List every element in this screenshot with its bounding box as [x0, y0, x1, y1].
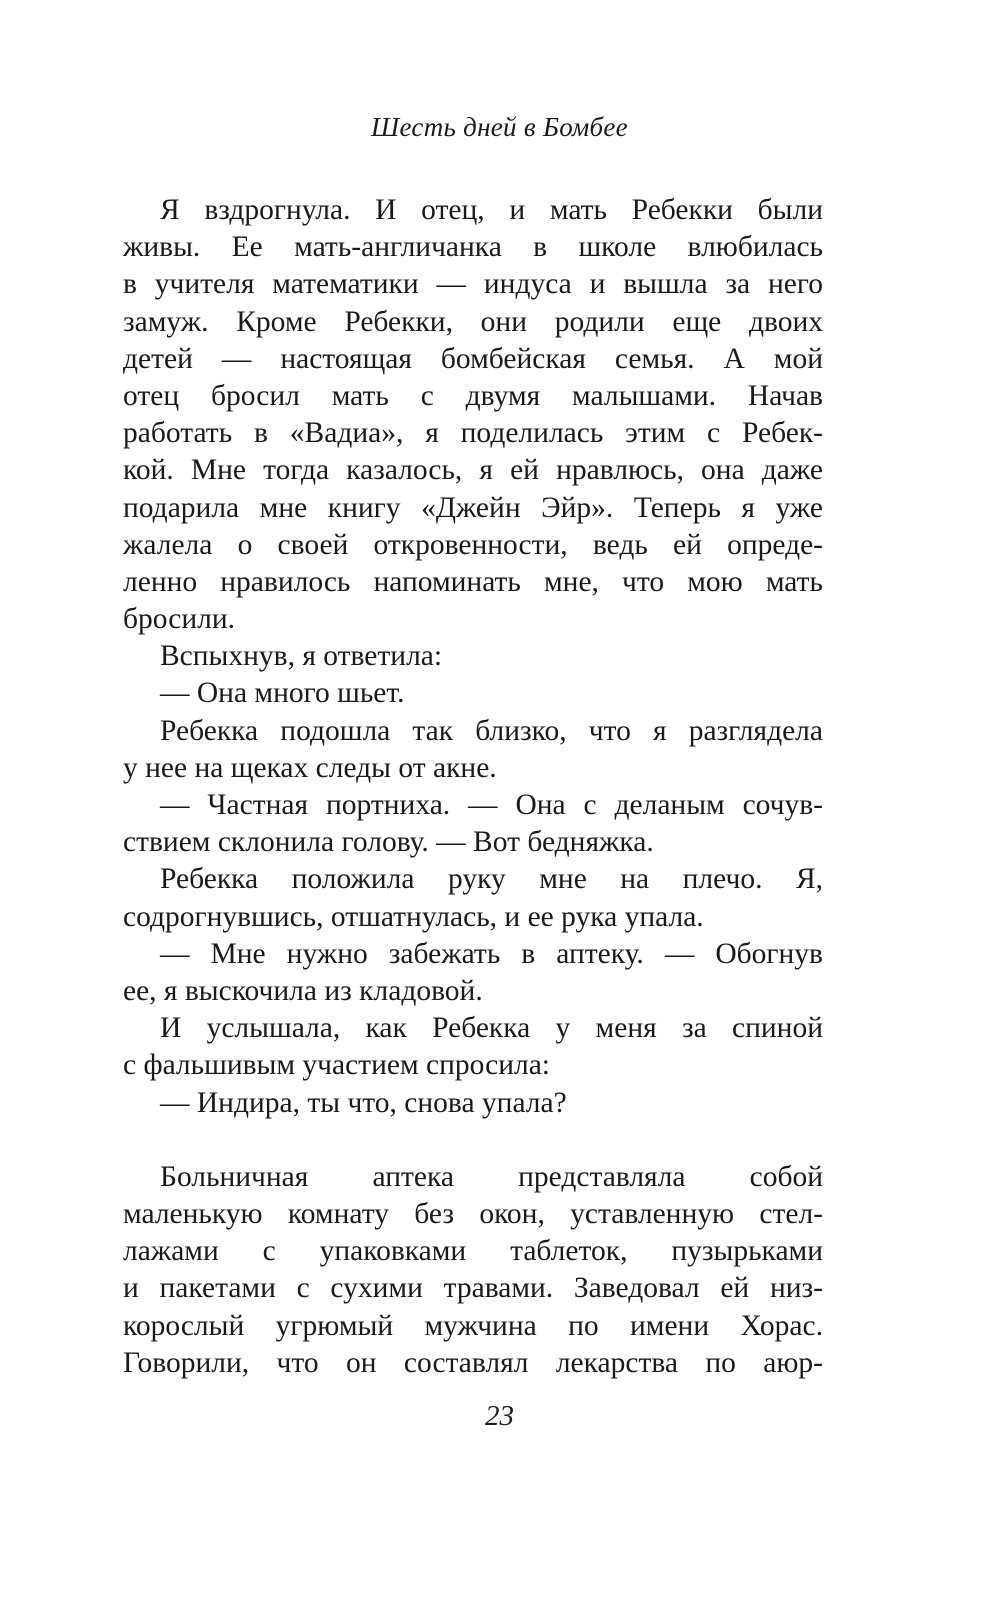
text-line: работать в «Вадиа», я поделилась этим с Ребек- [123, 417, 823, 450]
text-line: с фальшивым участием спросила: [123, 1049, 551, 1082]
text-line: Ребекка подошла так близко, что я разглядела [160, 714, 823, 747]
text-line: у нее на щеках следы от акне. [123, 751, 497, 784]
text-line: — Индира, ты что, снова упала? [160, 1086, 567, 1119]
text-line: замуж. Кроме Ребекки, они родили еще двоих [123, 305, 823, 338]
text-line: бросили. [123, 603, 236, 636]
text-line: в учителя математики — индуса и вышла за него [123, 268, 823, 301]
text-line: ствием склонила голову. — Вот бедняжка. [123, 826, 654, 859]
text-line: содрогнувшись, отшатнулась, и ее рука упала. [123, 900, 704, 933]
text-line: Вспыхнув, я ответила: [160, 640, 443, 673]
text-line: — Она много шьет. [160, 677, 405, 710]
text-line: Больничная аптека представляла собой [160, 1160, 823, 1193]
page-number: 23 [485, 1400, 514, 1432]
text-line: и пакетами с сухими травами. Заведовал ей низ- [123, 1272, 823, 1305]
text-line: корослый угрюмый мужчина по имени Хорас. [123, 1309, 823, 1342]
text-line: Я вздрогнула. И отец, и мать Ребекки были [160, 194, 823, 226]
section-break [123, 1122, 823, 1159]
text-line: Говорили, что он составлял лекарства по аюр- [123, 1346, 823, 1379]
text-line: живы. Ее мать-англичанка в школе влюбилась [123, 231, 823, 264]
text-line: — Частная портниха. — Она с деланым сочув- [160, 789, 823, 821]
text-line: кой. Мне тогда казалось, я ей нравлюсь, она даже [123, 454, 823, 487]
text-line: подарила мне книгу «Джейн Эйр». Теперь я уже [123, 491, 823, 524]
text-line: детей — настоящая бомбейская семья. А мой [123, 342, 823, 375]
running-head: Шесть дней в Бомбее [371, 112, 628, 142]
text-line: И услышала, как Ребекка у меня за спиной [160, 1012, 823, 1045]
text-line: жалела о своей откровенности, ведь ей опреде- [123, 528, 823, 561]
text-line: отец бросил мать с двумя малышами. Начав [123, 379, 823, 412]
text-line: лажами с упаковками таблеток, пузырьками [123, 1235, 823, 1268]
text-line: — Мне нужно забежать в аптеку. — Обогнув [160, 937, 823, 970]
text-line: ленно нравилось напоминать мне, что мою мать [123, 565, 823, 598]
text-line: ее, я выскочила из кладовой. [123, 974, 483, 1007]
body-text [123, 192, 823, 1382]
text-line: Ребекка положила руку мне на плечо. Я, [160, 863, 823, 896]
text-line: маленькую комнату без окон, уставленную стел- [123, 1198, 823, 1231]
